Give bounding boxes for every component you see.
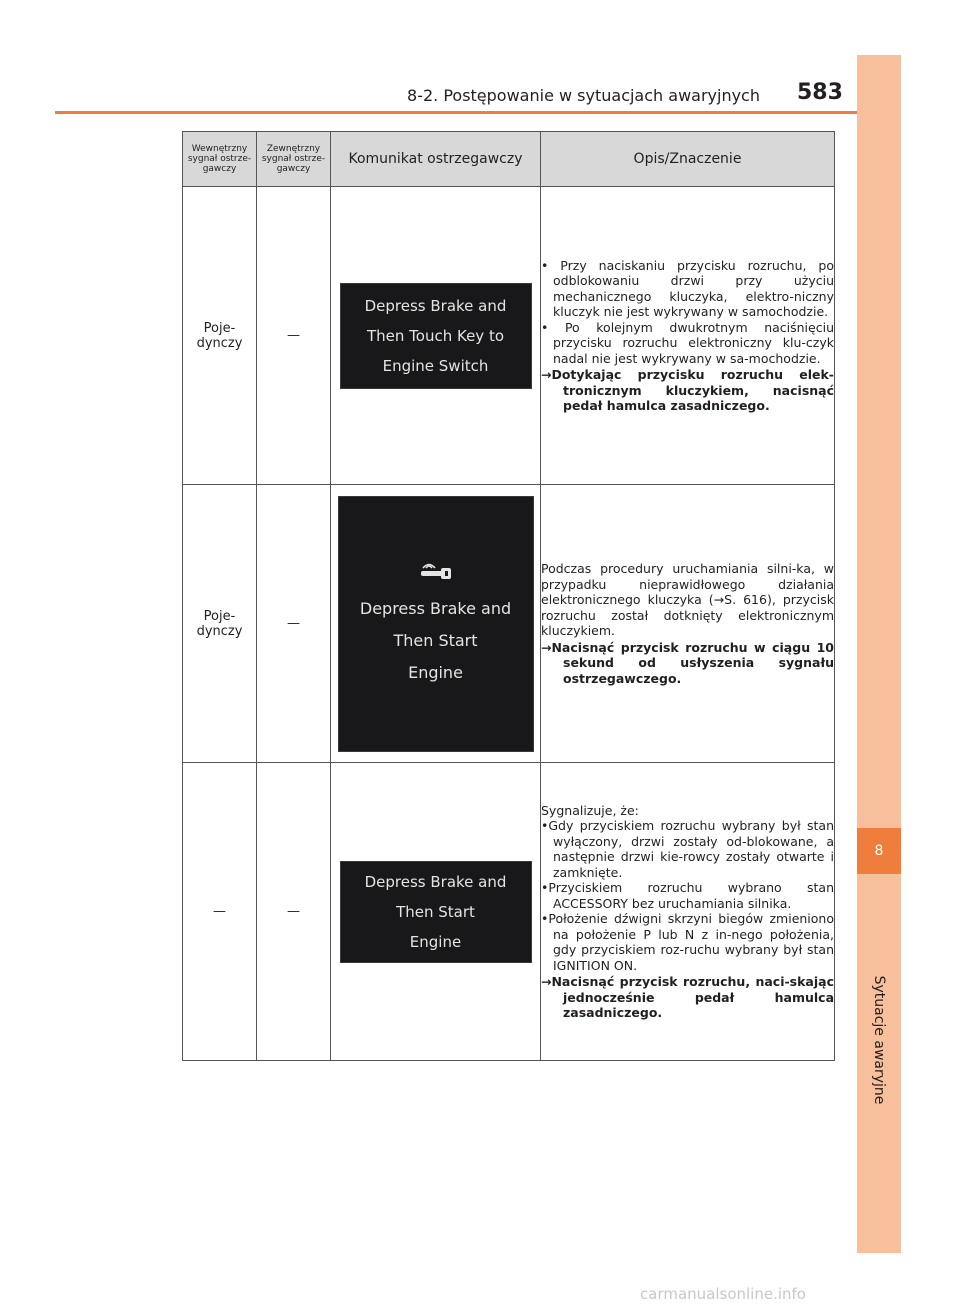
table-header-row — [183, 132, 835, 187]
header-external-signal: Zewnętrzny sygnał ostrze-gawczy — [257, 132, 331, 187]
screen-line: Engine — [409, 932, 462, 951]
description-bullet: • Przy naciskaniu przycisku rozruchu, po odblokowaniu drzwi przy użyciu mechanicznego kluczyka, elektro-niczny kluczyk nie jest wykrywany w samochodzie. — [541, 257, 834, 319]
internal-signal-cell: Poje-dynczy — [183, 187, 257, 485]
header-warning-message: Komunikat ostrzegawczy — [331, 132, 541, 187]
warning-table — [182, 131, 835, 1061]
screen-line: Depress Brake and — [364, 872, 507, 891]
watermark: carmanualsonline.info — [640, 1285, 806, 1303]
warning-screen — [340, 283, 532, 389]
description-bullet: •Przyciskiem rozruchu wybrano stan ACCESSORY bez uruchamiania silnika. — [541, 880, 834, 911]
screen-line: Engine — [408, 662, 463, 682]
description-cell — [541, 485, 835, 763]
table-row — [183, 187, 835, 485]
description-bullet: •Położenie dźwigni skrzyni biegów zmieniono na położenie P lub N z in-nego położenia, gdy przyciskiem roz-ruchu wybrany był stan IGNITION ON. — [541, 911, 834, 973]
description-intro: Podczas procedury uruchamiania silni-ka, w przypadku nieprawidłowego działania elektronicznego kluczyka (→S. 616), przycisk rozruchu został dotknięty elektronicznym kluczykiem. — [541, 561, 834, 638]
warning-screen — [338, 496, 534, 752]
external-signal-cell: — — [257, 187, 331, 485]
chapter-title: Sytuacje awaryjne — [871, 975, 887, 1105]
screen-line: Depress Brake and — [364, 296, 507, 315]
description-bullet: • Po kolejnym dwukrotnym naciśnięciu przycisku rozruchu elektroniczny klu-czyk nadal nie jest wykrywany w sa-mochodzie. — [541, 319, 834, 366]
header-rule — [55, 111, 857, 114]
action-text: →Nacisnąć przycisk rozruchu, naci-skając jednocześnie pedał hamulca zasadniczego. — [541, 974, 834, 1020]
description-bullet: •Gdy przyciskiem rozruchu wybrany był stan wyłączony, drzwi zostały od-blokowane, a następnie drzwi kie-rowcy zostały otwarte i zamknięte. — [541, 818, 834, 880]
external-signal-cell: — — [257, 763, 331, 1061]
page-number: 583 — [797, 80, 843, 105]
description-intro: Sygnalizuje, że: — [541, 802, 639, 818]
chapter-number: 8 — [874, 843, 884, 859]
chapter-number-tab[interactable] — [857, 828, 901, 874]
header-meaning: Opis/Znaczenie — [541, 132, 835, 187]
header-internal-signal: Wewnętrzny sygnał ostrze-gawczy — [183, 132, 257, 187]
description-cell — [541, 763, 835, 1061]
section-title: 8-2. Postępowanie w sytuacjach awaryjnych — [407, 86, 760, 105]
key-icon — [418, 559, 454, 583]
screen-line: Then Touch Key to — [366, 326, 504, 345]
screen-line: Then Start — [396, 902, 475, 921]
table-row — [183, 485, 835, 763]
internal-signal-cell: — — [183, 763, 257, 1061]
action-text: →Nacisnąć przycisk rozruchu w ciągu 10 sekund od usłyszenia sygnału ostrzegawczego. — [541, 639, 834, 686]
description-cell — [541, 187, 835, 485]
warning-screen — [340, 861, 532, 963]
table-row — [183, 763, 835, 1061]
external-signal-cell: — — [257, 485, 331, 763]
action-text: →Dotykając przycisku rozruchu elek-tronicznym kluczykiem, nacisnąć pedał hamulca zasadniczego. — [541, 367, 834, 413]
screen-line: Then Start — [393, 630, 478, 650]
screen-line: Engine Switch — [382, 356, 489, 375]
internal-signal-cell: Poje-dynczy — [183, 485, 257, 763]
screen-line: Depress Brake and — [359, 598, 512, 618]
